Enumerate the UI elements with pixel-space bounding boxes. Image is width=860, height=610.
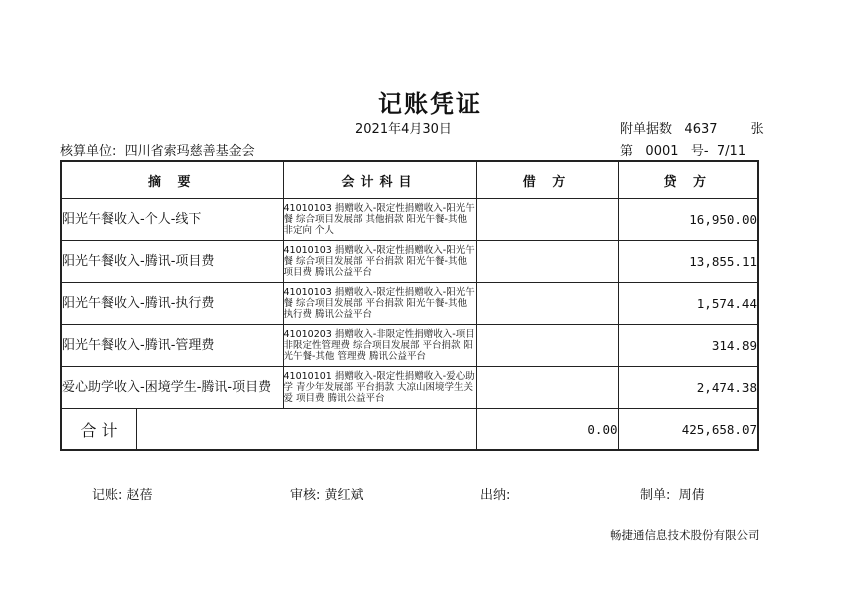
voucher-title: 记账凭证	[378, 90, 482, 118]
total-row	[61, 409, 758, 451]
row-account: 41010101 捐赠收入-限定性捐赠收入-爱心助学 青少年发展部 平台捐款 大凉山困境学生关爱 项目费 腾讯公益平台	[283, 367, 476, 409]
cashier-signature	[480, 484, 515, 503]
total-debit: 0.00	[476, 409, 618, 451]
voucher-prefix: 第	[620, 144, 634, 159]
unit-label: 核算单位:	[60, 144, 117, 159]
preparer-signature	[640, 484, 705, 503]
bookkeeper-name: 赵蓓	[126, 488, 153, 503]
table-row	[61, 241, 758, 283]
row-account: 41010203 捐赠收入-非限定性捐赠收入-项目非限定性管理费 综合项目发展部 平台捐款 阳光午餐-其他 管理费 腾讯公益平台	[283, 325, 476, 367]
header-debit: 借 方	[476, 161, 618, 199]
header-summary: 摘 要	[61, 161, 283, 199]
voucher-number	[620, 140, 746, 159]
table-row	[61, 325, 758, 367]
row-debit	[476, 199, 618, 241]
row-credit: 314.89	[618, 325, 758, 367]
voucher-page: 7/11	[716, 144, 747, 159]
header-credit: 贷 方	[618, 161, 758, 199]
table-header-row	[61, 161, 758, 199]
attachments-unit: 张	[750, 122, 764, 137]
reviewer-label: 审核:	[290, 488, 321, 503]
row-summary: 阳光午餐收入-腾讯-管理费	[61, 325, 283, 367]
row-credit: 13,855.11	[618, 241, 758, 283]
total-blank	[137, 409, 476, 449]
accounting-unit	[60, 140, 255, 159]
row-account: 41010103 捐赠收入-限定性捐赠收入-阳光午餐 综合项目发展部 其他捐款 阳光午餐-其他 非定向 个人	[283, 199, 476, 241]
unit-name: 四川省索玛慈善基金会	[124, 144, 255, 159]
cashier-label: 出纳:	[480, 488, 511, 503]
voucher-suffix: 号-	[690, 144, 709, 159]
reviewer-name: 黄红斌	[324, 488, 364, 503]
row-account: 41010103 捐赠收入-限定性捐赠收入-阳光午餐 综合项目发展部 平台捐款 阳光午餐-其他 项目费 腾讯公益平台	[283, 241, 476, 283]
row-account: 41010103 捐赠收入-限定性捐赠收入-阳光午餐 综合项目发展部 平台捐款 阳光午餐-其他 执行费 腾讯公益平台	[283, 283, 476, 325]
row-credit: 16,950.00	[618, 199, 758, 241]
reviewer-signature	[290, 484, 364, 503]
attachments-count: 4637	[684, 122, 718, 137]
table-row	[61, 199, 758, 241]
bookkeeper-signature	[92, 484, 153, 503]
voucher-table	[60, 160, 759, 451]
row-credit: 1,574.44	[618, 283, 758, 325]
voucher-date: 2021年4月30日	[355, 122, 452, 137]
row-summary: 阳光午餐收入-腾讯-执行费	[61, 283, 283, 325]
row-debit	[476, 241, 618, 283]
attachments-info	[620, 118, 764, 137]
row-debit	[476, 367, 618, 409]
software-company: 畅捷通信息技术股份有限公司	[610, 528, 760, 542]
table-row	[61, 283, 758, 325]
row-summary: 阳光午餐收入-个人-线下	[61, 199, 283, 241]
voucher-no-value: 0001	[645, 144, 679, 159]
total-label: 合 计	[62, 409, 137, 449]
total-label-cell	[61, 409, 476, 451]
table-row	[61, 367, 758, 409]
total-credit: 425,658.07	[618, 409, 758, 451]
header-account: 会计科目	[283, 161, 476, 199]
preparer-label: 制单:	[640, 488, 671, 503]
row-summary: 阳光午餐收入-腾讯-项目费	[61, 241, 283, 283]
preparer-name: 周倩	[678, 488, 705, 503]
row-debit	[476, 325, 618, 367]
row-debit	[476, 283, 618, 325]
bookkeeper-label: 记账:	[92, 488, 123, 503]
row-credit: 2,474.38	[618, 367, 758, 409]
attachments-label: 附单据数	[620, 122, 673, 137]
row-summary: 爱心助学收入-困境学生-腾讯-项目费	[61, 367, 283, 409]
